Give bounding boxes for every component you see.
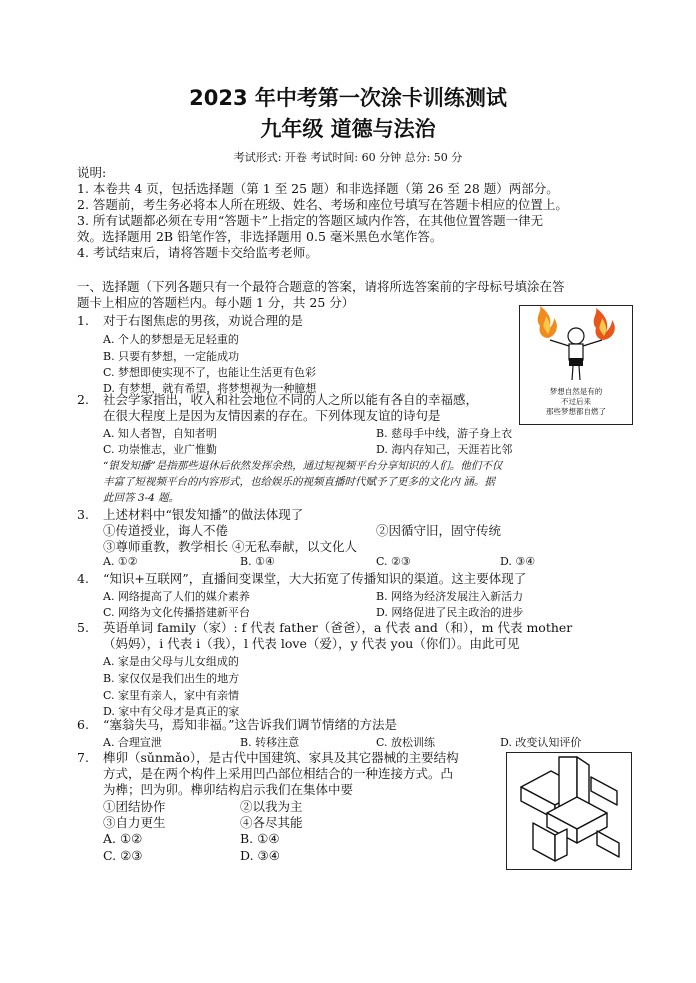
instruction-item: 1. 本卷共 4 页，包括选择题（第 1 至 25 题）和非选择题（第 26 至 28 题）两部分。 (77, 181, 559, 196)
exam-meta: 考试形式: 开卷 考试时间: 60 分钟 总分: 50 分 (233, 151, 463, 164)
section-heading: 一、选择题（下列各题只有一个最符合题意的答案，请将所选答案前的字母标号填涂在答 (77, 279, 565, 294)
question-number: 4. (77, 571, 89, 586)
option: D. 有梦想，就有希望，将梦想视为一种臆想 (103, 382, 317, 395)
question-stem: 为榫；凹为卯。榫卯结构启示我们在集体中要 (103, 782, 354, 797)
cartoon-caption: 那些梦想都自燃了 (546, 407, 606, 416)
option: C. 功崇惟志，业广惟勤 (103, 443, 218, 456)
question-number: 5. (77, 620, 89, 635)
statement: ③自力更生 (103, 815, 166, 830)
option: C. ②③ (376, 555, 411, 568)
question-stem: （妈妈），i 代表 i（我），l 代表 love（爱），y 代表 you（你们）。由此可见 (103, 636, 520, 651)
material-text: 丰富了短视频平台的内容形式，也给娱乐的视频直播时代赋予了更多的文化内 涵。据 (103, 476, 495, 488)
page-subtitle: 九年级 道德与法治 (260, 117, 436, 141)
question-number: 3. (77, 507, 89, 522)
option: C. 家里有亲人，家中有亲情 (103, 689, 240, 702)
option: D. 海内存知己，天涯若比邻 (376, 443, 513, 456)
option: A. 合理宣泄 (103, 736, 162, 749)
instruction-item: 4. 考试结束后，请将答题卡交给监考老师。 (77, 245, 318, 260)
statement: ③尊师重教，教学相长 ④无私奉献，以文化人 (103, 539, 357, 554)
statement: ①团结协作 (103, 799, 166, 814)
question-number: 6. (77, 717, 89, 732)
cartoon-caption: 梦想自然是有的 (549, 387, 603, 396)
statement: ②以我为主 (240, 799, 303, 814)
question-stem: 上述材料中“银发知播”的做法体现了 (103, 507, 304, 522)
section-heading: 题卡上相应的答题栏内。每小题 1 分，共 25 分） (77, 295, 355, 310)
instruction-item: 效。选择题用 2B 铅笔作答，非选择题用 0.5 毫米黑色水笔作答。 (77, 229, 443, 244)
option: B. 家仅仅是我们出生的地方 (103, 672, 240, 685)
option: B. 转移注意 (240, 736, 300, 749)
option: D. 改变认知评价 (500, 736, 582, 749)
page-title: 2023 年中考第一次涂卡训练测试 (189, 86, 507, 110)
cartoon-caption: 不过后来 (561, 397, 591, 406)
question-stem: “知识+互联网”，直播间变课堂，大大拓宽了传播知识的渠道。这主要体现了 (103, 571, 527, 586)
option: B. ①④ (240, 555, 275, 568)
statement: ④各尽其能 (240, 815, 303, 830)
option: D. 家中有父母才是真正的家 (103, 705, 240, 718)
option: C. 梦想即使实现不了，也能让生活更有色彩 (103, 366, 317, 379)
question-number: 2. (77, 392, 89, 407)
question-stem: “塞翁失马，焉知非福。”这告诉我们调节情绪的方法是 (103, 717, 398, 732)
instruction-item: 3. 所有试题都必须在专用“答题卡”上指定的答题区域内作答，在其他位置答题一律无 (77, 213, 544, 228)
question-stem: 社会学家指出，收入和社会地位不同的人之所以能有各自的幸福感， (103, 392, 479, 407)
option: C. 放松训练 (376, 736, 436, 749)
option: B. 慈母手中线，游子身上衣 (376, 427, 513, 440)
question-number: 1. (77, 313, 89, 328)
option: A. 网络提高了人们的媒介素养 (103, 590, 250, 603)
material-text: 此回答 3-4 题。 (103, 492, 180, 504)
question-number: 7. (77, 750, 89, 765)
option: C. 网络为文化传播搭建新平台 (103, 606, 251, 619)
statement: ②因循守旧，固守传统 (376, 523, 502, 538)
instructions-label: 说明: (77, 165, 107, 180)
cartoon-image (519, 305, 633, 425)
option: C. ②③ (103, 848, 143, 863)
option: A. ①② (103, 831, 143, 846)
question-stem: 英语单词 family（家）: f 代表 father（爸爸），a 代表 and（和），m 代表 mother (103, 620, 573, 635)
option: A. 家是由父母与儿女组成的 (103, 655, 239, 668)
option: D. 网络促进了民主政治的进步 (376, 606, 524, 619)
material-text: “银发知播”是指那些退休后依然发挥余热，通过短视频平台分享知识的人们。他们不仅 (103, 460, 503, 472)
mortise-tenon-image (506, 752, 632, 870)
option: B. 只要有梦想，一定能成功 (103, 350, 240, 363)
statement: ①传道授业，诲人不倦 (103, 523, 229, 538)
option: B. 网络为经济发展注入新活力 (376, 590, 524, 603)
question-stem: 在很大程度上是因为友情因素的存在。下列体现友谊的诗句是 (103, 408, 441, 423)
option: D. ③④ (500, 555, 536, 568)
question-stem: 对于右图焦虑的男孩，劝说合理的是 (103, 313, 304, 328)
option: D. ③④ (240, 848, 280, 863)
option: A. 个人的梦想是无足轻重的 (103, 333, 239, 346)
option: A. ①② (103, 555, 138, 568)
mortise-tenon-drawing (507, 753, 631, 869)
question-stem: 方式，是在两个构件上采用凹凸部位相结合的一种连接方式。凸 (103, 766, 454, 781)
option: B. ①④ (240, 831, 280, 846)
question-stem: 榫卯（sǔnmǎo），是古代中国建筑、家具及其它器械的主要结构 (103, 750, 459, 765)
option: A. 知人者智，自知者明 (103, 427, 217, 440)
instruction-item: 2. 答题前，考生务必将本人所在班级、姓名、考场和座位号填写在答题卡相应的位置上。 (77, 197, 568, 212)
